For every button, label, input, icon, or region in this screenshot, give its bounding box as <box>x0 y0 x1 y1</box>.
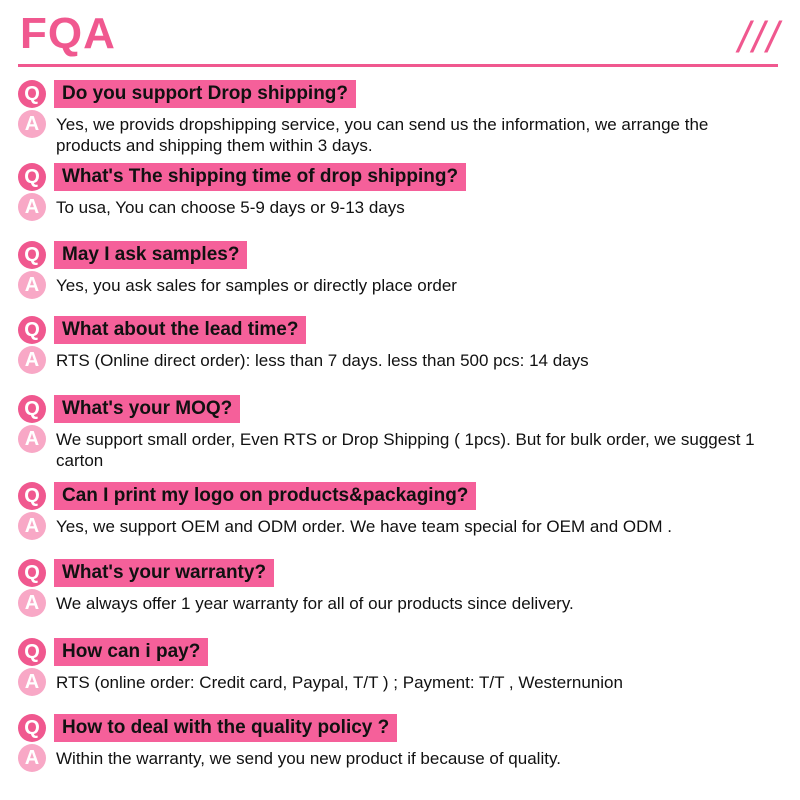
question-badge: Q <box>18 163 46 191</box>
header-divider <box>18 64 778 67</box>
question-badge: Q <box>18 559 46 587</box>
question-badge: Q <box>18 638 46 666</box>
page-title: FQA <box>20 9 116 58</box>
question-badge: Q <box>18 316 46 344</box>
question-label: What's your MOQ? <box>54 395 240 423</box>
answer-text: Yes, we support OEM and ODM order. We have team special for OEM and ODM . <box>56 517 673 536</box>
question-label: What about the lead time? <box>54 316 306 344</box>
answer-text: Yes, we provids dropshipping service, you can send us the information, we arrange the products and shipping them within 3 days. <box>56 115 709 155</box>
header <box>0 0 800 70</box>
question-badge: Q <box>18 80 46 108</box>
answer-text: We support small order, Even RTS or Drop Shipping ( 1pcs). But for bulk order, we suggest 1 carton <box>56 430 755 470</box>
answer-text: RTS (Online direct order): less than 7 days. less than 500 pcs: 14 days <box>56 351 589 370</box>
answer-text: We always offer 1 year warranty for all of our products since delivery. <box>56 594 574 613</box>
question-label: How can i pay? <box>54 638 208 666</box>
answer-badge: A <box>18 346 46 374</box>
question-label: What's The shipping time of drop shipping? <box>54 163 466 191</box>
answer-text: Within the warranty, we send you new product if because of quality. <box>56 749 561 768</box>
question-label: How to deal with the quality policy ? <box>54 714 397 742</box>
answer-text: To usa, You can choose 5-9 days or 9-13 days <box>56 198 405 217</box>
header-decoration: /// <box>738 13 781 62</box>
question-label: Do you support Drop shipping? <box>54 80 356 108</box>
answer-badge: A <box>18 512 46 540</box>
answer-badge: A <box>18 744 46 772</box>
question-badge: Q <box>18 482 46 510</box>
answer-badge: A <box>18 271 46 299</box>
answer-text: Yes, you ask sales for samples or directly place order <box>56 276 457 295</box>
answer-badge: A <box>18 193 46 221</box>
question-label: May I ask samples? <box>54 241 247 269</box>
question-badge: Q <box>18 714 46 742</box>
answer-badge: A <box>18 425 46 453</box>
answer-badge: A <box>18 668 46 696</box>
question-label: Can I print my logo on products&packaging? <box>54 482 476 510</box>
question-label: What's your warranty? <box>54 559 274 587</box>
question-badge: Q <box>18 241 46 269</box>
answer-badge: A <box>18 110 46 138</box>
answer-text: RTS (online order: Credit card, Paypal, T/T ) ; Payment: T/T , Westernunion <box>56 673 623 692</box>
answer-badge: A <box>18 589 46 617</box>
question-badge: Q <box>18 395 46 423</box>
